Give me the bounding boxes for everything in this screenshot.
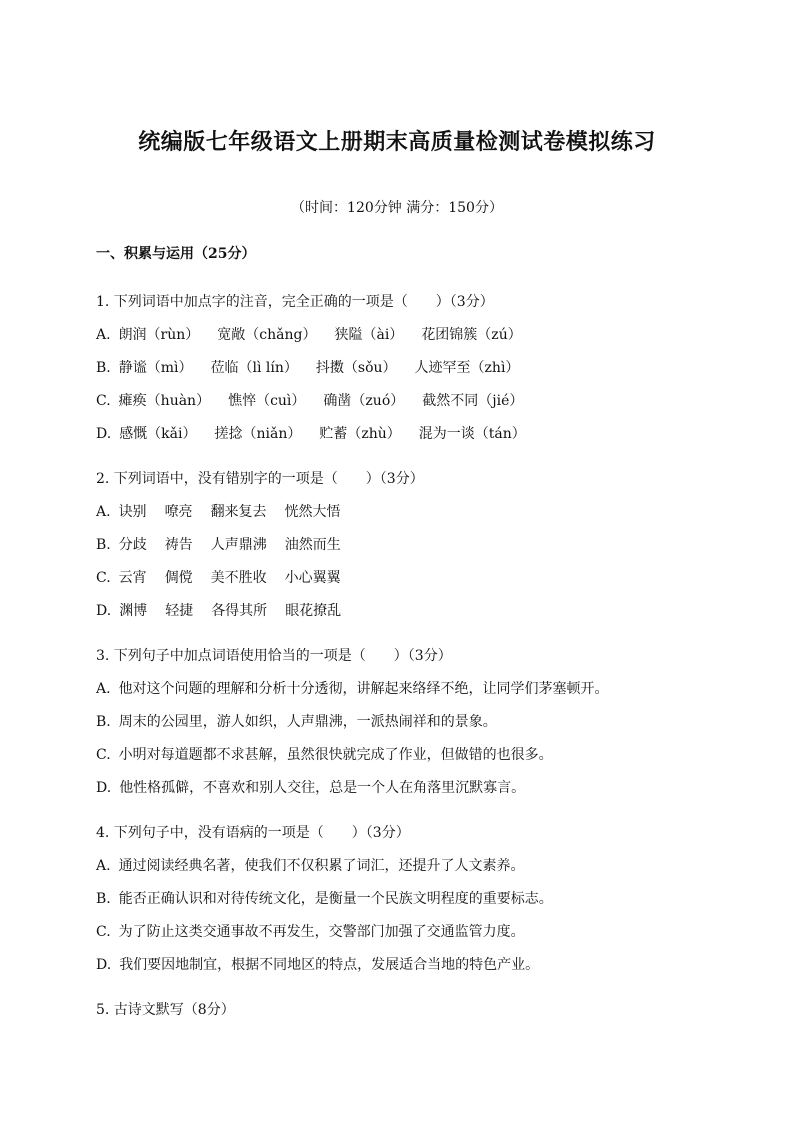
question-stem: 4. 下列句子中，没有语病的一项是（ ）（3分） — [96, 825, 410, 841]
option-text: 分歧 — [118, 537, 147, 553]
option-text: 贮蓄（zhù） — [319, 426, 401, 442]
question-list — [96, 286, 716, 1039]
question-3 — [96, 640, 716, 805]
answer-option — [96, 385, 716, 418]
answer-option — [96, 850, 716, 883]
question-stem: 3. 下列句子中加点词语使用恰当的一项是（ ）（3分） — [96, 648, 452, 664]
option-text: 美不胜收 — [210, 570, 267, 586]
option-text: 我们要因地制宜，根据不同地区的特点，发展适合当地的特色产业。 — [119, 957, 540, 973]
answer-option — [96, 949, 716, 982]
option-letter: D. — [96, 603, 112, 619]
option-text: 感慨（kǎi） — [119, 426, 197, 442]
option-text: 憔悴（cuì） — [228, 393, 306, 409]
answer-option — [96, 883, 716, 916]
option-text: 确凿（zuó） — [323, 393, 405, 409]
question-stem: 5. 古诗文默写（8分） — [96, 1002, 235, 1018]
answer-option — [96, 496, 716, 529]
answer-option — [96, 595, 716, 628]
option-text: 莅临（lì lín） — [210, 360, 298, 376]
option-text: 瘫痪（huàn） — [118, 393, 211, 409]
option-letter: D. — [96, 426, 112, 442]
question-stem: 1. 下列词语中加点字的注音，完全正确的一项是（ ）（3分） — [96, 294, 494, 310]
option-text: 人迹罕至（zhì） — [414, 360, 520, 376]
answer-option — [96, 352, 716, 385]
option-text: 静谧（mì） — [118, 360, 193, 376]
option-letter: C. — [96, 393, 111, 409]
answer-option — [96, 562, 716, 595]
question-2 — [96, 463, 716, 628]
option-letter: B. — [96, 537, 111, 553]
option-text: 朗润（rùn） — [118, 327, 200, 343]
section-heading: 一、积累与运用（25分） — [96, 246, 256, 262]
option-letter: B. — [96, 714, 111, 730]
answer-option — [96, 418, 716, 451]
option-text: 油然而生 — [284, 537, 341, 553]
option-text: 搓捻（niǎn） — [214, 426, 302, 442]
option-text: 祷告 — [164, 537, 193, 553]
option-text: 嘹亮 — [164, 504, 193, 520]
question-stem: 2. 下列词语中，没有错别字的一项是（ ）（3分） — [96, 471, 424, 487]
option-letter: C. — [96, 747, 111, 763]
answer-option — [96, 739, 716, 772]
answer-option — [96, 772, 716, 805]
option-text: 人声鼎沸 — [210, 537, 267, 553]
option-text: 狭隘（ài） — [334, 327, 404, 343]
option-letter: A. — [96, 504, 111, 520]
option-text: 云宵 — [118, 570, 147, 586]
option-text: 翻来复去 — [210, 504, 267, 520]
option-text: 抖擞（sǒu） — [315, 360, 397, 376]
option-letter: B. — [96, 360, 111, 376]
option-text: 宽敞（chǎng） — [217, 327, 317, 343]
option-letter: A. — [96, 327, 111, 343]
option-letter: C. — [96, 924, 111, 940]
option-letter: A. — [96, 858, 111, 874]
page-title: 统编版七年级语文上册期末高质量检测试卷模拟练习 — [138, 130, 656, 155]
answer-option — [96, 529, 716, 562]
option-text: 他性格孤僻，不喜欢和别人交往，总是一个人在角落里沉默寡言。 — [119, 780, 526, 796]
option-letter: A. — [96, 681, 111, 697]
answer-option — [96, 319, 716, 352]
option-text: 诀别 — [118, 504, 147, 520]
option-text: 混为一谈（tán） — [418, 426, 526, 442]
option-text: 倜傥 — [164, 570, 193, 586]
option-letter: D. — [96, 957, 112, 973]
option-letter: C. — [96, 570, 111, 586]
option-text: 截然不同（jié） — [422, 393, 524, 409]
question-4 — [96, 817, 716, 982]
option-text: 各得其所 — [211, 603, 268, 619]
option-text: 周末的公园里，游人如织，人声鼎沸，一派热闹祥和的景象。 — [118, 714, 497, 730]
option-text: 渊博 — [119, 603, 148, 619]
option-text: 他对这个问题的理解和分析十分透彻，讲解起来络绎不绝，让同学们茅塞顿开。 — [118, 681, 609, 697]
option-text: 小心翼翼 — [284, 570, 341, 586]
answer-option — [96, 916, 716, 949]
question-5 — [96, 994, 716, 1027]
answer-option — [96, 673, 716, 706]
exam-time-score: （时间：120分钟 满分：150分） — [291, 200, 503, 216]
option-text: 轻捷 — [165, 603, 194, 619]
option-letter: D. — [96, 780, 112, 796]
question-1 — [96, 286, 716, 451]
option-text: 能否正确认识和对待传统文化，是衡量一个民族文明程度的重要标志。 — [118, 891, 553, 907]
option-text: 通过阅读经典名著，使我们不仅积累了词汇，还提升了人文素养。 — [118, 858, 525, 874]
option-text: 恍然大悟 — [284, 504, 341, 520]
option-text: 眼花撩乱 — [285, 603, 342, 619]
option-text: 花团锦簇（zú） — [421, 327, 522, 343]
answer-option — [96, 706, 716, 739]
option-text: 为了防止这类交通事故不再发生，交警部门加强了交通监管力度。 — [118, 924, 525, 940]
option-text: 小明对每道题都不求甚解，虽然很快就完成了作业，但做错的也很多。 — [118, 747, 553, 763]
option-letter: B. — [96, 891, 111, 907]
